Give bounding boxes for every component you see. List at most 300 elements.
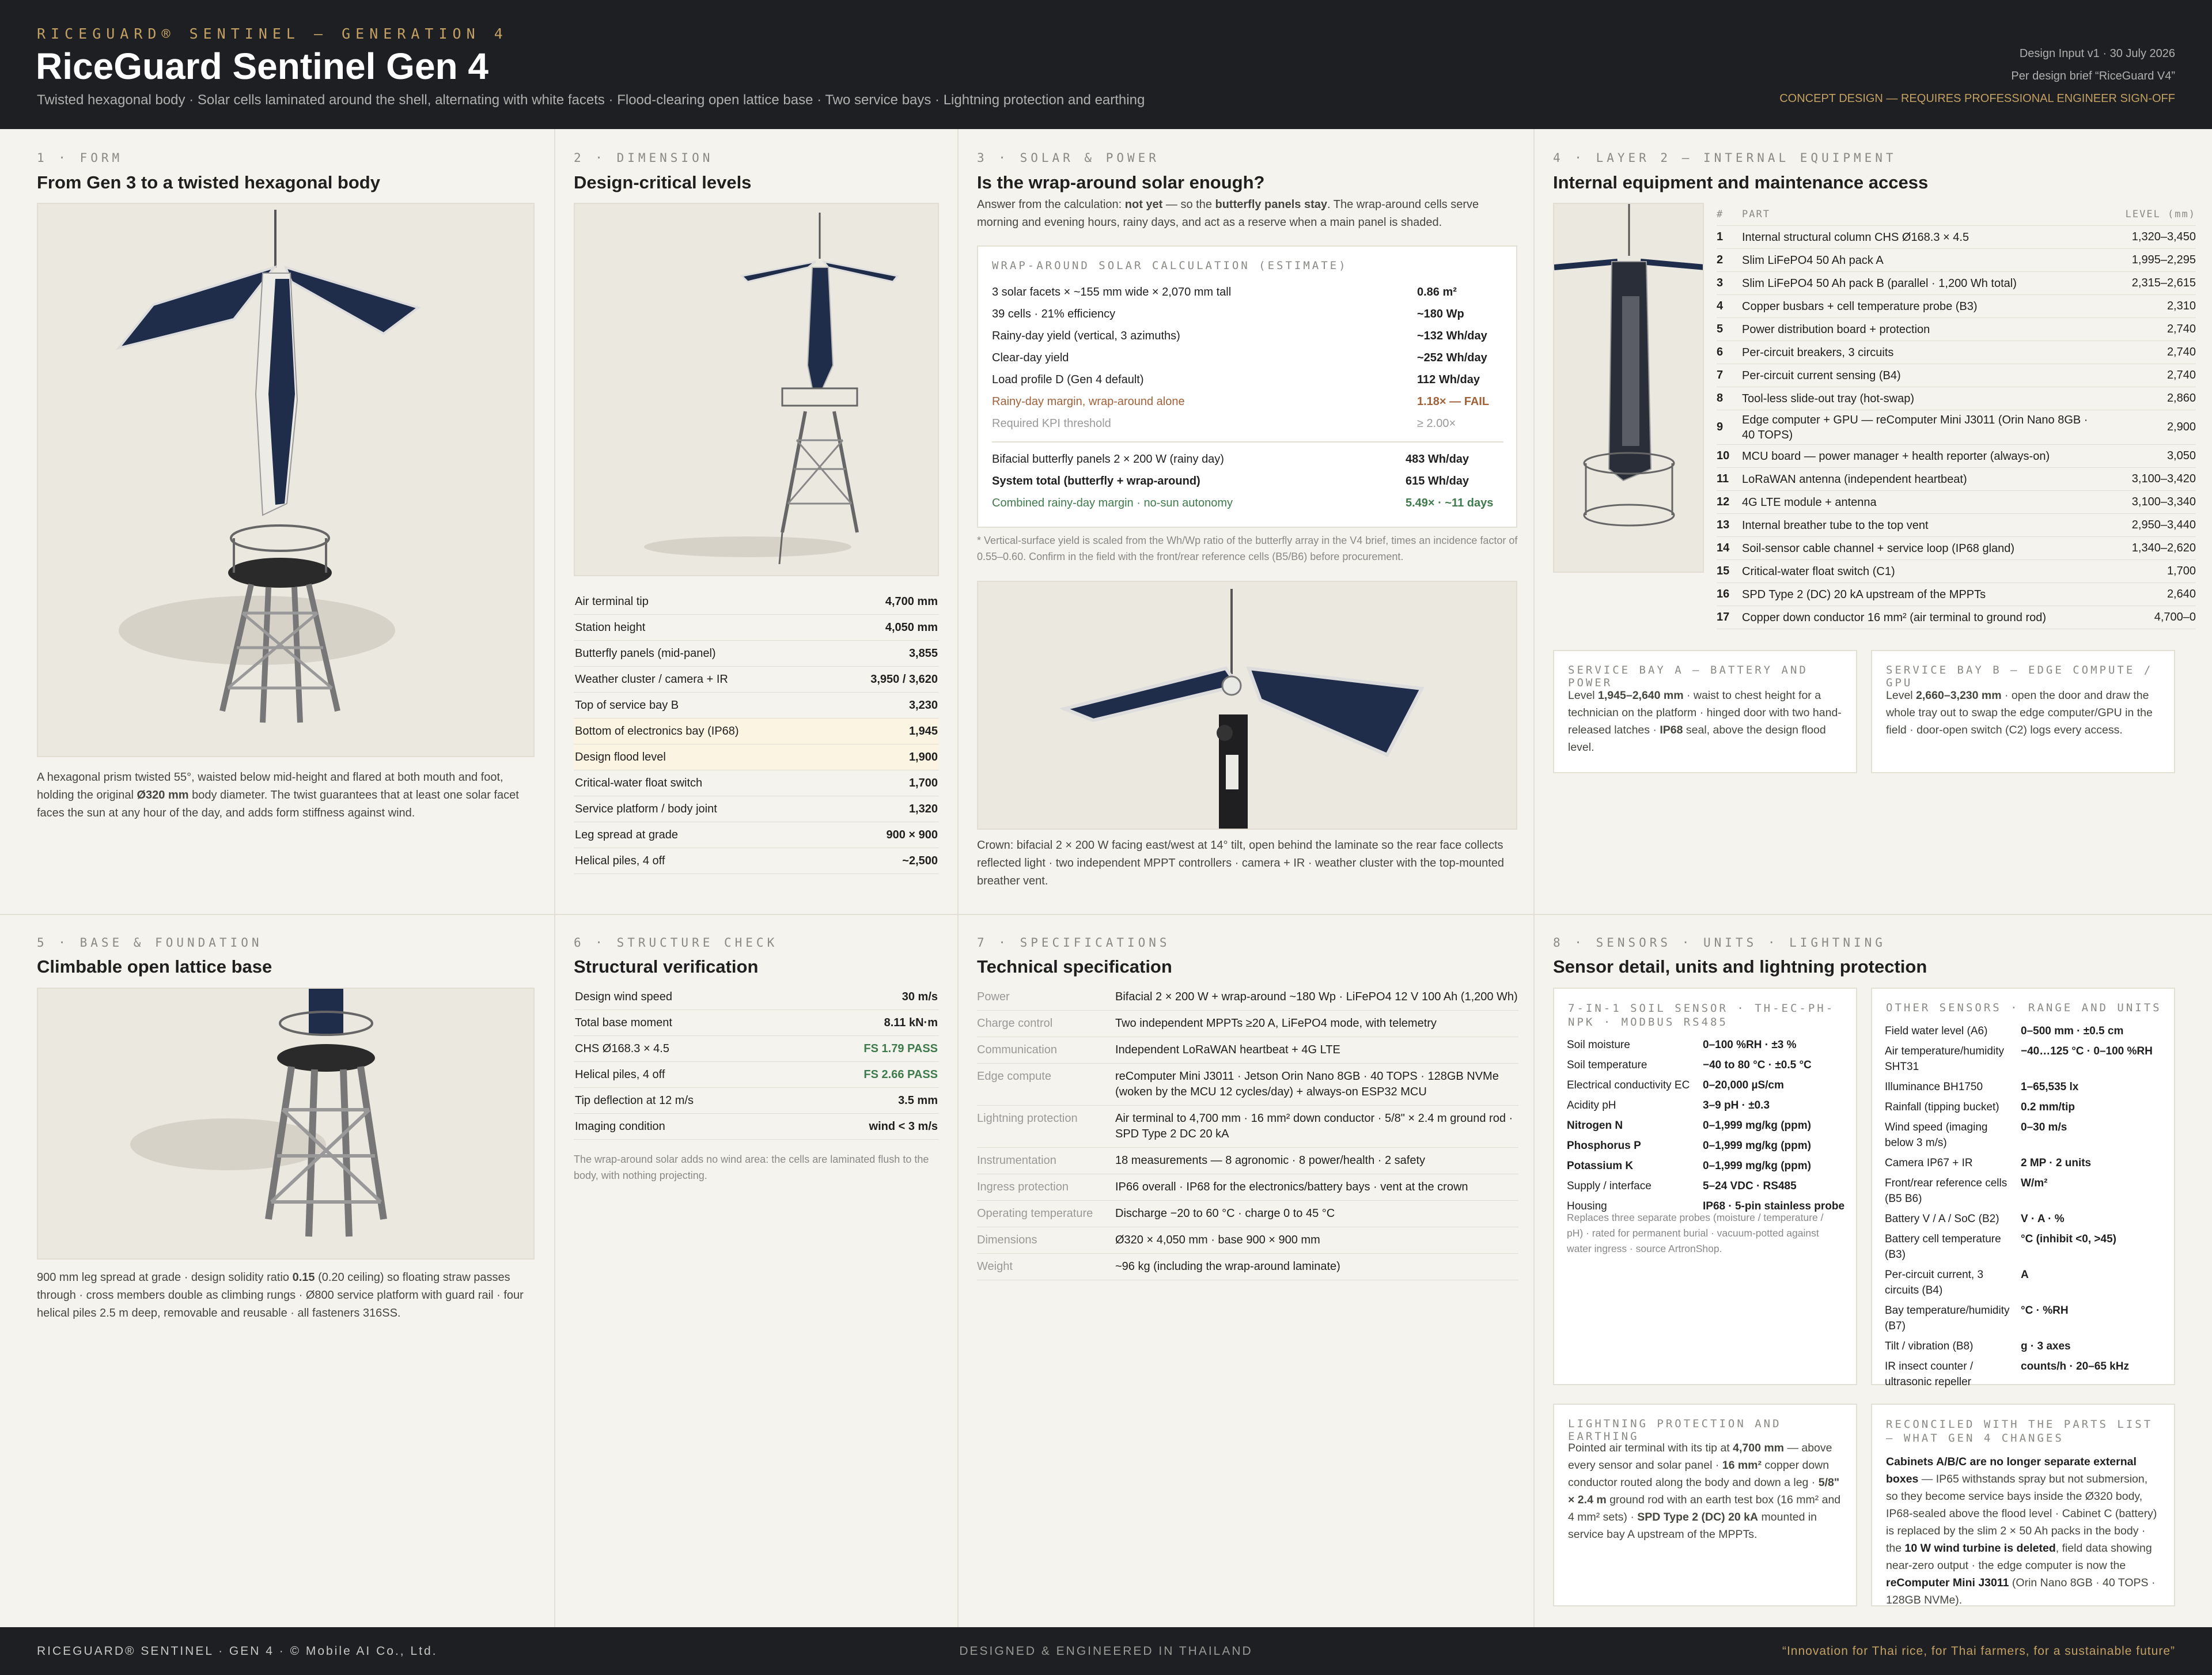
text: copper down conductor routed along the body and down a leg ·	[1568, 1459, 1830, 1489]
calc-divider	[992, 441, 1503, 443]
sensor-value: −40…125 °C · 0–100 %RH	[2021, 1045, 2153, 1057]
dimension-row	[574, 770, 939, 796]
spec-row	[977, 1037, 1518, 1064]
section-specifications	[959, 915, 1535, 1627]
spec-label: Lightning protection	[977, 1112, 1078, 1125]
part-level: 2,310	[2166, 300, 2196, 312]
part-number: 9	[1717, 421, 1724, 433]
dimension-row	[574, 667, 939, 693]
text: (Orin Nano 8GB · 40 TOPS · 128GB NVMe).	[1886, 1576, 2156, 1606]
sensor-value: 1–65,535 lx	[2021, 1081, 2079, 1093]
structure-row	[574, 984, 939, 1010]
part-level: 1,320–3,450	[2131, 230, 2196, 243]
part-level: 2,315–2,615	[2131, 277, 2196, 289]
spec-value: Independent LoRaWAN heartbeat + 4G LTE	[1115, 1043, 1340, 1056]
sensor-row	[1885, 1300, 2164, 1336]
sensor-label: Electrical conductivity EC	[1567, 1079, 1690, 1091]
part-name: Tool-less slide-out tray (hot-swap)	[1742, 392, 1914, 405]
service-bay-a-card	[1553, 650, 1857, 773]
spec-label: Power	[977, 990, 1010, 1003]
calc-total-rows	[992, 448, 1503, 514]
soil-sensor-card	[1553, 988, 1857, 1385]
sensor-row	[1885, 1173, 2164, 1209]
spec-value: Air terminal to 4,700 mm · 16 mm² down conductor · 5/8" × 2.4 m ground rod · SPD Type 2 DC 20 kA	[1115, 1112, 1513, 1140]
sensor-value: °C (inhibit <0, >45)	[2021, 1233, 2116, 1245]
dimension-list	[574, 589, 939, 874]
part-level: 1,340–2,620	[2131, 542, 2196, 554]
section-label: 3 · SOLAR & POWER	[977, 151, 1160, 165]
footer-brand: RICEGUARD® SENTINEL · GEN 4 · © Mobile AI Co., Ltd.	[37, 1644, 438, 1658]
parts-row	[1717, 364, 2196, 387]
calc-label: Rainy-day yield (vertical, 3 azimuths)	[992, 329, 1180, 342]
sensor-value: 0.2 mm/tip	[2021, 1101, 2075, 1113]
sensor-label: Supply / interface	[1567, 1180, 1652, 1192]
text: Level	[1568, 689, 1599, 702]
section-title: From Gen 3 to a twisted hexagonal body	[37, 172, 380, 192]
dimension-row	[574, 615, 939, 641]
sensor-value: counts/h · 20–65 kHz	[2021, 1360, 2129, 1372]
parts-row	[1717, 272, 2196, 295]
spec-value: IP66 overall · IP68 for the electronics/battery bays · vent at the crown	[1115, 1181, 1468, 1193]
calc-row	[992, 470, 1503, 492]
sensor-label: Rainfall (tipping bucket)	[1885, 1101, 1999, 1113]
dimension-row-label: Service platform / body joint	[575, 802, 717, 815]
calc-value: 615 Wh/day	[1406, 474, 1469, 487]
structure-row-label: Total base moment	[575, 1016, 672, 1029]
calc-row	[992, 369, 1503, 391]
sensor-label: Housing	[1567, 1200, 1607, 1212]
sensor-value: A	[2021, 1269, 2029, 1281]
text-bold: reComputer Mini J3011	[1886, 1576, 2009, 1589]
spec-value: ~96 kg (including the wrap-around laminate)	[1115, 1260, 1340, 1273]
page-footer	[0, 1627, 2212, 1675]
section-sensors	[1535, 915, 2212, 1627]
text-bold: 1,945–2,640 mm	[1598, 689, 1684, 702]
part-name: Internal structural column CHS Ø168.3 × 4.5	[1742, 230, 1969, 244]
text: mounted in service bay A upstream of the MPPTs.	[1568, 1511, 1817, 1541]
part-name: Internal breather tube to the top vent	[1742, 519, 1929, 532]
part-number: 16	[1717, 588, 1730, 600]
text: ground rod with an earth test box (16 mm² and 4 mm² sets) ·	[1568, 1493, 1841, 1523]
calc-row	[992, 325, 1503, 347]
calc-label: 39 cells · 21% efficiency	[992, 307, 1116, 320]
sensor-value: 0–1,999 mg/kg (ppm)	[1703, 1160, 1811, 1172]
parts-row	[1717, 387, 2196, 410]
section-label: 7 · SPECIFICATIONS	[977, 936, 1171, 950]
spec-label: Operating temperature	[977, 1207, 1093, 1220]
calc-value: ~132 Wh/day	[1417, 329, 1487, 342]
sensor-value: °C · %RH	[2021, 1305, 2069, 1317]
sensor-row	[1885, 1117, 2164, 1153]
intro-text: — so the	[1162, 198, 1215, 211]
structure-row-value: wind < 3 m/s	[869, 1120, 938, 1133]
sensor-row	[1885, 1153, 2164, 1173]
structure-row	[574, 1010, 939, 1036]
spec-label: Communication	[977, 1043, 1057, 1056]
elevation-render	[574, 203, 939, 576]
concept-warning: CONCEPT DESIGN — REQUIRES PROFESSIONAL ENGINEER SIGN-OFF	[1779, 92, 2175, 105]
part-level: 1,700	[2166, 565, 2196, 577]
sensor-value: g · 3 axes	[2021, 1340, 2071, 1352]
part-level: 2,740	[2166, 346, 2196, 358]
crown-render	[977, 581, 1517, 830]
text: — above every sensor and solar panel ·	[1568, 1442, 1832, 1472]
calc-row	[992, 413, 1503, 434]
solar-intro	[977, 196, 1518, 232]
dimension-row	[574, 693, 939, 719]
structure-row-value: 8.11 kN·m	[884, 1016, 938, 1029]
lattice-base-render	[37, 988, 535, 1260]
dimension-row-value: 4,700 mm	[885, 595, 938, 608]
calc-value: 1.18× — FAIL	[1417, 395, 1490, 408]
part-name: MCU board — power manager + health reporter (always-on)	[1742, 449, 2050, 463]
lightning-text	[1568, 1439, 1842, 1543]
calc-value: 0.86 m²	[1417, 285, 1457, 298]
part-number: 3	[1717, 277, 1724, 289]
part-level: 2,900	[2166, 421, 2196, 433]
part-number: 10	[1717, 449, 1730, 462]
structure-row	[574, 1062, 939, 1088]
sensor-label: Soil temperature	[1567, 1059, 1647, 1071]
lightning-title: LIGHTNING PROTECTION AND EARTHING	[1568, 1417, 1782, 1443]
dimension-row-label: Top of service bay B	[575, 698, 679, 712]
text: Level	[1886, 689, 1916, 702]
parts-row	[1717, 583, 2196, 606]
section-label: 1 · FORM	[37, 151, 123, 165]
section-internal-equipment	[1535, 129, 2212, 914]
section-title: Structural verification	[574, 956, 759, 977]
spec-row	[977, 1148, 1518, 1174]
dimension-row-value: 4,050 mm	[885, 621, 938, 634]
sensor-label: Front/rear reference cells (B5 B6)	[1885, 1177, 2008, 1205]
footer-made-in: DESIGNED & ENGINEERED IN THAILAND	[959, 1644, 1253, 1658]
parts-row	[1717, 249, 2196, 272]
dimension-row	[574, 848, 939, 874]
spec-label: Weight	[977, 1260, 1013, 1273]
spec-row	[977, 1106, 1518, 1148]
parts-row	[1717, 514, 2196, 537]
text: · open the door and draw the whole tray out to swap the edge computer/GPU in the field · door-open switch (C2) logs every access.	[1886, 689, 2153, 736]
sensor-row	[1567, 1095, 1846, 1116]
part-name: Edge computer + GPU — reComputer Mini J3011 (Orin Nano 8GB · 40 TOPS)	[1742, 413, 2088, 441]
sensor-value: W/m²	[2021, 1177, 2048, 1189]
sensor-label: Wind speed (imaging below 3 m/s)	[1885, 1121, 1988, 1149]
part-name: 4G LTE module + antenna	[1742, 496, 1877, 509]
spec-label: Charge control	[977, 1017, 1053, 1030]
part-name: Copper down conductor 16 mm² (air terminal to ground rod)	[1742, 611, 2047, 624]
part-level: 1,995–2,295	[2131, 254, 2196, 266]
text-bold: 2,660–3,230 mm	[1916, 689, 2002, 702]
sensor-value: IP68 · 5-pin stainless probe	[1703, 1200, 1845, 1212]
part-level: 2,740	[2166, 369, 2196, 381]
text-bold: 5/8" × 2.4 m	[1568, 1476, 1840, 1506]
text-bold: IP68	[1660, 724, 1683, 736]
part-level: 3,100–3,420	[2131, 472, 2196, 485]
spec-value: 18 measurements — 8 agronomic · 8 power/health · 2 safety	[1115, 1154, 1426, 1167]
intro-text: Answer from the calculation:	[977, 198, 1125, 211]
section-label: 4 · LAYER 2 — INTERNAL EQUIPMENT	[1553, 151, 1897, 165]
parts-table	[1717, 203, 2196, 629]
structure-row-label: CHS Ø168.3 × 4.5	[575, 1042, 669, 1055]
section-structure	[555, 915, 959, 1627]
section-title: Is the wrap-around solar enough?	[977, 172, 1265, 192]
calc-label: Clear-day yield	[992, 351, 1069, 364]
sensor-row	[1885, 1097, 2164, 1117]
dimension-row	[574, 719, 939, 744]
caption-bold: Ø320 mm	[137, 789, 189, 801]
parts-row	[1717, 606, 2196, 629]
calc-row	[992, 303, 1503, 325]
form-caption	[37, 769, 535, 822]
col-part: PART	[1742, 208, 1770, 220]
dimension-row-value: 900 × 900	[886, 828, 938, 841]
sensor-row	[1567, 1055, 1846, 1075]
part-name: Power distribution board + protection	[1742, 323, 1930, 336]
calc-row	[992, 281, 1503, 303]
bay-b-text	[1886, 687, 2160, 739]
calc-label: Combined rainy-day margin · no-sun autonomy	[992, 496, 1233, 509]
bay-a-title: SERVICE BAY A — BATTERY AND POWER	[1568, 664, 1808, 689]
section-label: 5 · BASE & FOUNDATION	[37, 936, 263, 950]
sensor-value: 2 MP · 2 units	[2021, 1157, 2092, 1169]
intro-text: . The wrap-around cells serve morning and evening hours, rainy days, and act as a reserve when a main panel is shaded.	[977, 198, 1479, 229]
spec-label: Edge compute	[977, 1070, 1051, 1083]
sensor-row	[1885, 1077, 2164, 1097]
calc-value: 112 Wh/day	[1417, 373, 1480, 386]
caption-bold: 0.15	[292, 1271, 315, 1284]
part-number: 7	[1717, 369, 1724, 381]
part-name: Slim LiFePO4 50 Ah pack A	[1742, 254, 1884, 267]
structure-list	[574, 984, 939, 1140]
spec-table	[977, 984, 1518, 1280]
parts-row	[1717, 410, 2196, 445]
sensor-row	[1567, 1035, 1846, 1055]
sensor-row	[1567, 1136, 1846, 1156]
reconciled-text	[1886, 1453, 2160, 1609]
part-number: 13	[1717, 519, 1730, 531]
page-header	[0, 0, 2212, 129]
spec-row	[977, 1064, 1518, 1106]
intro-bold: not yet	[1124, 198, 1163, 211]
dimension-row-label: Butterfly panels (mid-panel)	[575, 646, 716, 660]
part-name: Copper busbars + cell temperature probe (B3)	[1742, 300, 1978, 313]
sensor-value: 0–30 m/s	[2021, 1121, 2067, 1133]
text: — IP65 withstands spray but not submersion, so they become service bays inside the Ø320 body, IP68-sealed above the flood level · Cabinet C (battery) is replaced by the slim 2 × 50 Ah packs in the body · the	[1886, 1473, 2157, 1555]
spec-row	[977, 1201, 1518, 1227]
part-number: 11	[1717, 472, 1729, 485]
part-level: 2,860	[2166, 392, 2196, 404]
dimension-row	[574, 822, 939, 848]
section-base	[0, 915, 555, 1627]
part-number: 12	[1717, 496, 1730, 508]
sensor-value: −40 to 80 °C · ±0.5 °C	[1703, 1059, 1812, 1071]
section-title: Technical specification	[977, 956, 1172, 977]
parts-table-header	[1717, 203, 2196, 226]
part-number: 14	[1717, 542, 1730, 554]
calc-value: ~252 Wh/day	[1417, 351, 1487, 364]
sensor-label: Battery cell temperature (B3)	[1885, 1233, 2001, 1261]
dimension-row-label: Weather cluster / camera + IR	[575, 672, 728, 686]
text-bold: 4,700 mm	[1733, 1442, 1785, 1454]
part-name: Soil-sensor cable channel + service loop (IP68 gland)	[1742, 542, 2015, 555]
structure-row-value: FS 1.79 PASS	[863, 1042, 938, 1055]
calc-value: ~180 Wp	[1417, 307, 1464, 320]
calc-value: 5.49× · ~11 days	[1406, 496, 1494, 509]
section-form	[0, 129, 555, 914]
calc-row	[992, 492, 1503, 514]
part-number: 2	[1717, 254, 1724, 266]
sensor-label: Field water level (A6)	[1885, 1025, 1988, 1037]
parts-row	[1717, 318, 2196, 341]
dimension-row-value: 3,230	[908, 698, 938, 712]
sensor-value: 0–1,999 mg/kg (ppm)	[1703, 1120, 1811, 1132]
spec-value: Discharge −20 to 60 °C · charge 0 to 45 °C	[1115, 1207, 1335, 1220]
calc-value: 483 Wh/day	[1406, 452, 1469, 466]
structure-row-value: 3.5 mm	[898, 1094, 938, 1107]
structure-row	[574, 1114, 939, 1140]
calc-row	[992, 347, 1503, 369]
parts-row	[1717, 445, 2196, 468]
part-name: Per-circuit breakers, 3 circuits	[1742, 346, 1894, 359]
sensor-label: Camera IP67 + IR	[1885, 1157, 1973, 1169]
part-number: 1	[1717, 230, 1724, 243]
calc-rows	[992, 281, 1503, 434]
structure-row-value: FS 2.66 PASS	[863, 1068, 938, 1081]
sensor-value: 5–24 VDC · RS485	[1703, 1180, 1797, 1192]
sensor-row	[1567, 1075, 1846, 1095]
dimension-row-label: Design flood level	[575, 750, 666, 763]
calc-label: Required KPI threshold	[992, 417, 1111, 430]
section-title: Internal equipment and maintenance access	[1553, 172, 1929, 192]
col-level: LEVEL (mm)	[2125, 208, 2196, 220]
part-name: LoRaWAN antenna (independent heartbeat)	[1742, 472, 1967, 486]
spec-value: Two independent MPPTs ≥20 A, LiFePO4 mode, with telemetry	[1115, 1017, 1437, 1030]
sensor-value: 3–9 pH · ±0.3	[1703, 1099, 1770, 1111]
intro-bold: butterfly panels stay	[1215, 198, 1328, 211]
part-level: 2,740	[2166, 323, 2196, 335]
calc-row	[992, 448, 1503, 470]
bay-a-text	[1568, 687, 1842, 756]
sensor-label: Phosphorus P	[1567, 1140, 1641, 1152]
other-rows	[1885, 1021, 2164, 1392]
spec-label: Ingress protection	[977, 1181, 1069, 1193]
reconciled-title: RECONCILED WITH THE PARTS LIST — WHAT GEN 4 CHANGES	[1886, 1418, 2153, 1445]
calc-value: ≥ 2.00×	[1417, 417, 1456, 430]
sensor-label: Air temperature/humidity SHT31	[1885, 1045, 2004, 1073]
lightning-card	[1553, 1404, 1857, 1606]
section-solar	[959, 129, 1535, 914]
part-number: 8	[1717, 392, 1724, 404]
sensor-label: Tilt / vibration (B8)	[1885, 1340, 1974, 1352]
bay-b-title: SERVICE BAY B — EDGE COMPUTE / GPU	[1886, 664, 2153, 689]
crown-caption: Crown: bifacial 2 × 200 W facing east/west at 14° tilt, open behind the laminate so the rear face collects reflected light · two independent MPPT controllers · camera + IR · weather cluster with the top-mounted breather vent.	[977, 839, 1505, 887]
other-title: OTHER SENSORS · RANGE AND UNITS	[1886, 1001, 2162, 1014]
dimension-row-label: Leg spread at grade	[575, 828, 679, 841]
sensor-value: 0–100 %RH · ±3 %	[1703, 1039, 1797, 1051]
calc-row	[992, 391, 1503, 413]
design-brief-ref: Per design brief “RiceGuard V4”	[2011, 70, 2175, 82]
sensor-row	[1885, 1021, 2164, 1041]
spec-value: Ø320 × 4,050 mm · base 900 × 900 mm	[1115, 1234, 1320, 1246]
dimension-row-label: Critical-water float switch	[575, 776, 703, 789]
dimension-row	[574, 796, 939, 822]
spec-label: Instrumentation	[977, 1154, 1056, 1167]
sensor-value: 0–20,000 µS/cm	[1703, 1079, 1784, 1091]
caption-text: A hexagonal prism twisted 55°, waisted below mid-height and flared at both mouth and foot, holding the original	[37, 771, 503, 801]
dimension-row-label: Air terminal tip	[575, 595, 649, 608]
sensor-row	[1885, 1265, 2164, 1300]
sensor-label: Potassium K	[1567, 1160, 1634, 1172]
part-name: Slim LiFePO4 50 Ah pack B (parallel · 1,200 Wh total)	[1742, 277, 2017, 290]
design-input-version: Design Input v1 · 30 July 2026	[2019, 47, 2175, 60]
other-sensors-card	[1871, 988, 2175, 1388]
dimension-row-value: 1,900	[908, 750, 938, 763]
parts-row	[1717, 537, 2196, 560]
footer-motto: “Innovation for Thai rice, for Thai farmers, for a sustainable future”	[1782, 1644, 2175, 1658]
text-bold: Cabinets A/B/C are no longer separate external boxes	[1886, 1455, 2137, 1485]
part-number: 4	[1717, 300, 1724, 312]
sensor-row	[1885, 1041, 2164, 1077]
col-number: #	[1717, 208, 1724, 220]
section-label: 2 · DIMENSION	[574, 151, 714, 165]
part-level: 4,700–0	[2154, 611, 2196, 623]
structure-row	[574, 1088, 939, 1114]
dimension-row-label: Station height	[575, 621, 646, 634]
caption-text: 900 mm leg spread at grade · design solidity ratio	[37, 1271, 293, 1284]
section-label: 6 · STRUCTURE CHECK	[574, 936, 778, 950]
structure-row-value: 30 m/s	[902, 990, 938, 1003]
section-dimension	[555, 129, 959, 914]
sensor-row	[1567, 1156, 1846, 1176]
solar-calc-card	[977, 245, 1517, 528]
dimension-row	[574, 641, 939, 667]
sensor-label: IR insect counter / ultrasonic repeller	[1885, 1360, 1974, 1388]
dimension-row-value: 3,855	[908, 646, 938, 660]
text-bold: 10 W wind turbine is deleted	[1904, 1542, 2056, 1555]
soil-rows	[1567, 1035, 1846, 1216]
internal-cutaway-render	[1553, 203, 1704, 573]
sensor-row	[1567, 1116, 1846, 1136]
sensor-label: Acidity pH	[1567, 1099, 1616, 1111]
spec-row	[977, 1011, 1518, 1037]
section-title: Sensor detail, units and lightning protection	[1553, 956, 1927, 977]
base-caption	[37, 1269, 535, 1322]
structure-row-label: Design wind speed	[575, 990, 672, 1003]
page-title: RiceGuard Sentinel Gen 4	[36, 46, 488, 87]
sensor-label: Battery V / A / SoC (B2)	[1885, 1213, 1999, 1225]
sensor-value: V · A · %	[2021, 1213, 2065, 1225]
part-level: 3,100–3,340	[2131, 496, 2196, 508]
calc-footnote: * Vertical-surface yield is scaled from the Wh/Wp ratio of the butterfly array in the V4 brief, times an incidence factor of 0.55–0.60. Confirm in the field with the front/rear reference cells (B5/B6) before procurement.	[977, 535, 1518, 562]
spec-row	[977, 1227, 1518, 1254]
calc-label: Bifacial butterfly panels 2 × 200 W (rainy day)	[992, 452, 1224, 466]
dimension-row-value: 1,945	[908, 724, 938, 738]
part-name: SPD Type 2 (DC) 20 kA upstream of the MPPTs	[1742, 588, 1986, 601]
calc-label: Rainy-day margin, wrap-around alone	[992, 395, 1185, 408]
text: seal, above the design flood level.	[1568, 724, 1826, 754]
spec-value: Bifacial 2 × 200 W + wrap-around ~180 Wp · LiFePO4 12 V 100 Ah (1,200 Wh)	[1115, 990, 1518, 1003]
sensor-row	[1567, 1176, 1846, 1196]
spec-row	[977, 984, 1518, 1011]
sensor-value: 0–1,999 mg/kg (ppm)	[1703, 1140, 1811, 1152]
part-name: Per-circuit current sensing (B4)	[1742, 369, 1901, 382]
parts-row	[1717, 226, 2196, 249]
text-bold: 16 mm²	[1722, 1459, 1762, 1472]
part-level: 2,640	[2166, 588, 2196, 600]
dimension-row-label: Bottom of electronics bay (IP68)	[575, 724, 739, 738]
parts-row	[1717, 295, 2196, 318]
structure-row-label: Tip deflection at 12 m/s	[575, 1094, 694, 1107]
